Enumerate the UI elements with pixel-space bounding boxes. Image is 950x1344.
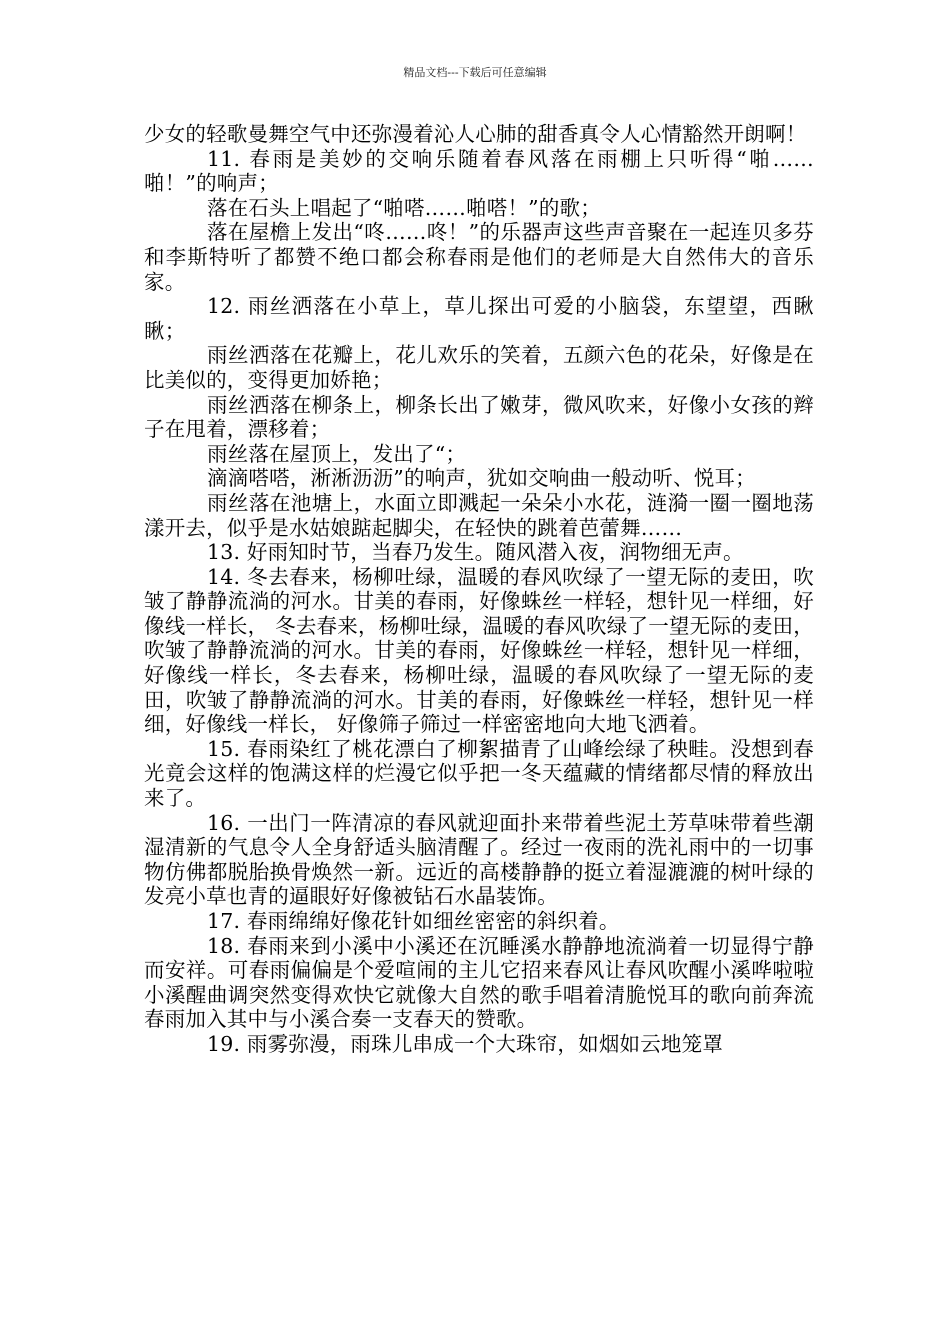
document-body bbox=[144, 122, 814, 1057]
paragraph: 16. 一出门一阵清凉的春风就迎面扑来带着些泥土芳草味带着些潮湿清新的气息令人全身舒适头脑清醒了。经过一夜雨的洗礼雨中的一切事物仿佛都脱胎换骨焕然一新。远近的高楼静静的挺立着湿漉漉的树叶绿的发亮小草也青的逼眼好好像被钻石水晶装饰。 bbox=[144, 810, 814, 909]
paragraph: 雨丝落在池塘上，水面立即溅起一朵朵小水花，涟漪一圈一圈地荡漾开去，似乎是水姑娘踮起脚尖，在轻快的跳着芭蕾舞…… bbox=[144, 490, 814, 540]
paragraph: 少女的轻歌曼舞空气中还弥漫着沁人心肺的甜香真令人心情豁然开朗啊！ bbox=[144, 122, 807, 146]
page-header: 精品文档---下载后可任意编辑 bbox=[403, 66, 547, 79]
paragraph: 滴滴嗒嗒，淅淅沥沥”的响声，犹如交响曲一般动听、悦耳； bbox=[207, 466, 756, 491]
paragraph: 11. 春雨是美妙的交响乐随着春风落在雨棚上只听得“啪……啪！”的响声； bbox=[144, 146, 814, 196]
paragraph: 雨丝落在屋顶上，发出了“； bbox=[207, 441, 467, 466]
paragraph: 13. 好雨知时节，当春乃发生。随风潜入夜，润物细无声。 bbox=[207, 540, 744, 565]
paragraph: 雨丝洒落在花瓣上，花儿欢乐的笑着，五颜六色的花朵，好像是在比美似的，变得更加娇艳； bbox=[144, 343, 814, 392]
paragraph: 15. 春雨染红了桃花漂白了柳絮描青了山峰绘绿了秧畦。没想到春光竟会这样的饱满这样的烂漫它似乎把一冬天蕴藏的情绪都尽情的释放出来了。 bbox=[144, 736, 814, 811]
paragraph: 落在屋檐上发出“咚……咚！”的乐器声这些声音聚在一起连贝多芬和李斯特听了都赞不绝口都会称春雨是他们的老师是大自然伟大的音乐家。 bbox=[144, 220, 814, 294]
paragraph: 18. 春雨来到小溪中小溪还在沉睡溪水静静地流淌着一切显得宁静而安祥。可春雨偏偏是个爱喧闹的主儿它招来春风让春风吹醒小溪哗啦啦小溪醒曲调突然变得欢快它就像大自然的歌手唱着清脆悦耳的歌向前奔流春雨加入其中与小溪合奏一支春天的赞歌。 bbox=[144, 933, 814, 1032]
paragraph: 17. 春雨绵绵好像花针如细丝密密的斜织着。 bbox=[207, 909, 620, 933]
paragraph: 19. 雨雾弥漫，雨珠儿串成一个大珠帘，如烟如云地笼罩 bbox=[207, 1031, 724, 1056]
paragraph: 12. 雨丝洒落在小草上，草儿探出可爱的小脑袋，东望望，西瞅瞅； bbox=[144, 294, 814, 343]
paragraph: 14. 冬去春来，杨柳吐绿，温暖的春风吹绿了一望无际的麦田，吹皱了静静流淌的河水。甘美的春雨，好像蛛丝一样轻，想针见一样细，好像线一样长， 冬去春来，杨柳吐绿，温暖的春风吹绿了一望无际的麦田，吹皱了静静流淌的河水。甘美的春雨，好像蛛丝一样轻，想针见一样细，好像线一样长，冬去春来，杨柳吐绿，温暖的春风吹绿了一望无际的麦田，吹皱了静静流淌的河水。甘美的春雨，好像蛛丝一样轻，想针见一样细，好像线一样长， 好像筛子筛过一样密密地向大地飞洒着。 bbox=[144, 564, 814, 737]
paragraph: 雨丝洒落在柳条上，柳条长出了嫩芽，微风吹来，好像小女孩的辫子在甩着，漂移着； bbox=[144, 392, 814, 442]
paragraph: 落在石头上唱起了“啪嗒……啪嗒！”的歌； bbox=[207, 195, 601, 220]
